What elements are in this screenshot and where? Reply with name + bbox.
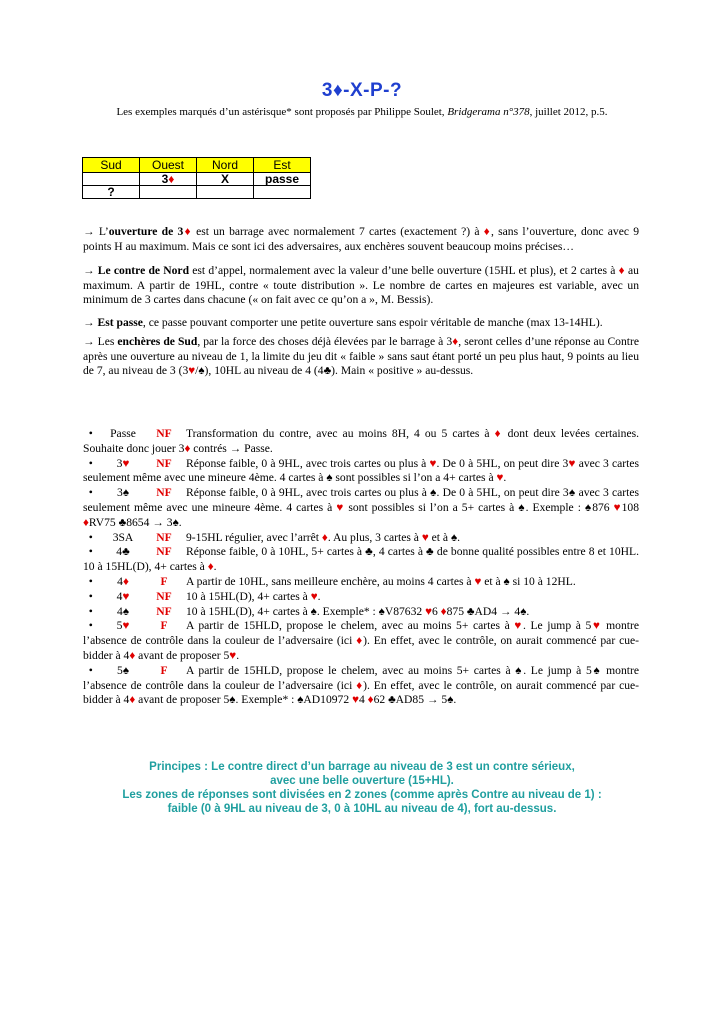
heart-icon: ♥ xyxy=(421,530,429,544)
diamond-icon: ♦ xyxy=(321,530,328,544)
item-description: A partir de 15HLD, propose le chelem, avec au moins 5+ cartes à ♥. Le jump à 5♥ montre l’absence de contrôle dans la couleur de l’adversaire (ici ♦). En effet, avec le contrôle, on aurait commencé par cue-bidder à 4♦ avant de proposer 5♥. xyxy=(83,619,640,662)
list-item xyxy=(83,605,639,620)
diamond-icon: ♦ xyxy=(367,693,374,707)
bid-label: 5♠ xyxy=(117,663,129,677)
principle-line: avec une belle ouverture (15+HL). xyxy=(270,775,454,787)
body-text: est un barrage avec normalement 7 cartes (exactement ?) à xyxy=(191,225,484,238)
bid-label: 4♣ xyxy=(116,545,130,559)
bullet-icon: • xyxy=(83,545,93,559)
heart-icon: ♥ xyxy=(336,500,345,514)
heart-icon: ♥ xyxy=(591,619,602,633)
bullet-icon: • xyxy=(83,456,93,470)
forcing-code: F xyxy=(160,663,168,677)
body-text: est d’appel, normalement avec la valeur d’une belle ouverture (15HL et plus), et 2 cartes à xyxy=(189,264,619,277)
heart-icon: ♥ xyxy=(474,574,482,588)
item-description: 10 à 15HL(D), 4+ cartes à ♠. Exemple* : ♠V87632 ♥6 ♦875 ♣AD4 → 4♠. xyxy=(186,604,530,618)
item-description: A partir de 10HL, sans meilleure enchère, au moins 4 cartes à ♥ et à ♠ si 10 à 12HL. xyxy=(186,574,576,588)
forcing-code: F xyxy=(160,574,168,588)
principles-box xyxy=(0,760,724,816)
forcing-code: NF xyxy=(156,589,172,603)
bold-text: → Est passe xyxy=(83,316,143,329)
forcing-code: NF xyxy=(156,427,172,440)
list-item xyxy=(83,619,639,663)
diamond-icon: ♦ xyxy=(356,634,364,648)
forcing-code: NF xyxy=(156,545,172,559)
diamond-icon: ♦ xyxy=(83,515,89,529)
item-description: Réponse faible, 0 à 9HL, avec trois cartes ou plus à ♠. De 0 à 5HL, on peut dire 3♠ avec 3 cartes seulement même avec une mineure 4ème. 4 cartes à ♥ sont possibles si l’on a 5+ cartes à ♠. Exemple : ♠876 ♥108 ♦RV75 ♣8654 → 3♠. xyxy=(83,486,639,529)
principle-line: Les zones de réponses sont divisées en 2 zones (comme après Contre au niveau de 1) : xyxy=(122,789,602,801)
diamond-icon: ♦ xyxy=(207,560,214,574)
diamond-icon: ♦ xyxy=(618,264,625,277)
body-text: , par la force des choses déjà élevées par le barrage à 3 xyxy=(197,335,453,348)
bid-cell xyxy=(140,173,197,186)
header-sud: Sud xyxy=(83,158,140,173)
heart-icon: ♥ xyxy=(122,589,130,603)
list-item xyxy=(83,427,639,457)
item-description: Réponse faible, 0 à 9HL, avec trois cartes ou plus à ♥. De 0 à 5HL, on peut dire 3♥ avec 3 cartes seulement même avec une mineure 4ème. 4 cartes à ♠ sont possibles si l’on a 4+ cartes à ♥. xyxy=(83,456,639,485)
bid-label: 4♠ xyxy=(117,604,129,618)
bullet-icon: • xyxy=(83,604,93,618)
arrow-text: → Les xyxy=(83,335,118,348)
bullet-icon: • xyxy=(83,427,93,440)
bid-level: 3 xyxy=(161,172,169,186)
paragraph-opening xyxy=(83,225,639,254)
bid-label: 3♥ xyxy=(116,456,130,470)
body-text: , sans l’ouverture, donc avec 9 points H au maximum. Mais ce sont ici des adversaires, aux enchères souvent beaucoup moins précises… xyxy=(83,225,640,253)
list-item xyxy=(83,664,639,708)
diamond-icon: ♦ xyxy=(440,604,447,618)
header-ouest: Ouest xyxy=(140,158,197,173)
forcing-code: NF xyxy=(156,456,172,470)
heart-icon: ♥ xyxy=(310,589,318,603)
paragraph-double xyxy=(83,264,639,308)
body-text: , ce passe pouvant comporter une petite ouverture sans espoir véritable de manche (max 13-14HL). xyxy=(142,316,603,329)
bid-cell xyxy=(254,186,311,199)
bid-label: 4♥ xyxy=(116,589,130,603)
body-text: /♠), 10HL au niveau de 4 (4♣). Main « positive » au-dessus. xyxy=(195,364,474,377)
heart-icon: ♥ xyxy=(352,693,359,707)
bid-cell xyxy=(83,173,140,186)
bid-cell: passe xyxy=(254,173,311,186)
item-description: 9-15HL régulier, avec l’arrêt ♦. Au plus, 3 cartes à ♥ et à ♠. xyxy=(186,530,461,544)
diamond-icon: ♦ xyxy=(356,678,364,692)
list-item xyxy=(83,590,639,605)
list-item xyxy=(83,545,639,575)
principle-line: faible (0 à 9HL au niveau de 3, 0 à 10HL au niveau de 4), fort au-dessus. xyxy=(167,803,557,815)
diamond-icon: ♦ xyxy=(129,648,136,662)
heart-icon: ♥ xyxy=(188,364,196,377)
diamond-icon: ♦ xyxy=(494,427,503,440)
heart-icon: ♥ xyxy=(514,619,523,633)
principle-line: Principes : Le contre direct d’un barrage au niveau de 3 est un contre sérieux, xyxy=(149,761,575,773)
heart-icon: ♥ xyxy=(613,500,622,514)
diamond-icon: ♦ xyxy=(168,172,175,186)
bid-label: Passe xyxy=(110,427,136,440)
bid-cell xyxy=(197,186,254,199)
bid-cell: X xyxy=(197,173,254,186)
diamond-icon: ♦ xyxy=(184,441,191,455)
header-nord: Nord xyxy=(197,158,254,173)
bid-label: 3SA xyxy=(112,530,134,544)
forcing-code: NF xyxy=(156,530,172,544)
list-item xyxy=(83,457,639,487)
heart-icon: ♥ xyxy=(496,471,504,485)
heart-icon: ♥ xyxy=(429,456,437,470)
heart-icon: ♥ xyxy=(229,648,237,662)
subtitle-source: Bridgerama n°378 xyxy=(447,106,530,118)
bidding-row xyxy=(83,173,311,186)
header-est: Est xyxy=(254,158,311,173)
forcing-code: NF xyxy=(156,486,172,500)
bullet-icon: • xyxy=(83,589,93,603)
bullet-icon: • xyxy=(83,530,93,544)
bullet-icon: • xyxy=(83,486,93,500)
page-title: 3♦-X-P-? xyxy=(321,80,403,101)
arrow-text: → Le xyxy=(83,264,114,277)
bold-text: enchères de Sud xyxy=(117,335,198,348)
page-subtitle xyxy=(0,106,724,118)
item-description: 10 à 15HL(D), 4+ cartes à ♥. xyxy=(186,589,321,603)
heart-icon: ♥ xyxy=(568,456,576,470)
forcing-code: NF xyxy=(156,604,172,618)
bullet-icon: • xyxy=(83,663,93,677)
item-description: Transformation du contre, avec au moins 8H, 4 ou 5 cartes à ♦ dont deux levées certaines. Souhaite donc jouer 3♦ contrés → Passe. xyxy=(83,427,639,455)
item-description: A partir de 15HLD, propose le chelem, avec au moins 5+ cartes à ♠. Le jump à 5♠ montre l’absence de contrôle dans la couleur de l’adversaire (ici ♦). En effet, avec le contrôle, on aurait commencé par cue-bidder à 4♦ avant de proposer 5♠. Exemple* : ♠AD10972 ♥4 ♦62 ♣AD85 → 5♠. xyxy=(83,663,640,707)
list-item xyxy=(83,486,639,530)
heart-icon: ♥ xyxy=(122,619,130,633)
diamond-icon: ♦ xyxy=(129,693,136,707)
bid-cell: ? xyxy=(83,186,140,199)
bid-cell xyxy=(140,186,197,199)
bold-text: contre de Nord xyxy=(113,264,190,277)
responses-list xyxy=(83,427,639,708)
bid-label: 4♦ xyxy=(117,574,129,588)
item-description: Réponse faible, 0 à 10HL, 5+ cartes à ♣, 4 cartes à ♣ de bonne qualité possibles entre 8 et 10HL. 10 à 15HL(D), 4+ cartes à ♦. xyxy=(83,545,639,574)
list-item xyxy=(83,575,639,590)
bid-label: 3♠ xyxy=(117,486,129,500)
bid-label: 5♥ xyxy=(116,619,130,633)
bold-text: ouverture de 3 xyxy=(108,225,184,238)
arrow-text: → L’ xyxy=(83,225,109,238)
diamond-icon: ♦ xyxy=(483,225,492,238)
forcing-code: F xyxy=(160,619,168,633)
subtitle-date: , juillet 2012, p.5. xyxy=(529,106,608,118)
paragraph-pass xyxy=(83,316,639,331)
bidding-header-row xyxy=(83,158,311,173)
list-item xyxy=(83,531,639,546)
bidding-row xyxy=(83,186,311,199)
heart-icon: ♥ xyxy=(425,604,432,618)
heart-icon: ♥ xyxy=(122,456,130,470)
diamond-icon: ♦ xyxy=(452,335,459,348)
bullet-icon: • xyxy=(83,574,93,588)
diamond-icon: ♦ xyxy=(122,574,129,588)
bidding-table xyxy=(82,157,311,199)
paragraph-south xyxy=(83,335,639,379)
bullet-icon: • xyxy=(83,619,93,633)
body-text: , seront celles d’une réponse au Contre après une ouverture au niveau de 1, la limite du jeu dit « faible » sans saut étant porté un peu plus haut, 9 points au lieu de 7, au niveau de 3 (3 xyxy=(83,335,640,377)
body-text: au maximum. A partir de 19HL, contre « toute distribution ». Le nombre de cartes en majeures est variable, avec un minimum de 3 cartes dans chacune (« on fait avec ce qu’on a », M. Bessis). xyxy=(83,264,639,306)
subtitle-text: Les exemples marqués d’un astérisque* sont proposés par Philippe Soulet, xyxy=(116,106,448,118)
diamond-icon: ♦ xyxy=(183,225,192,238)
